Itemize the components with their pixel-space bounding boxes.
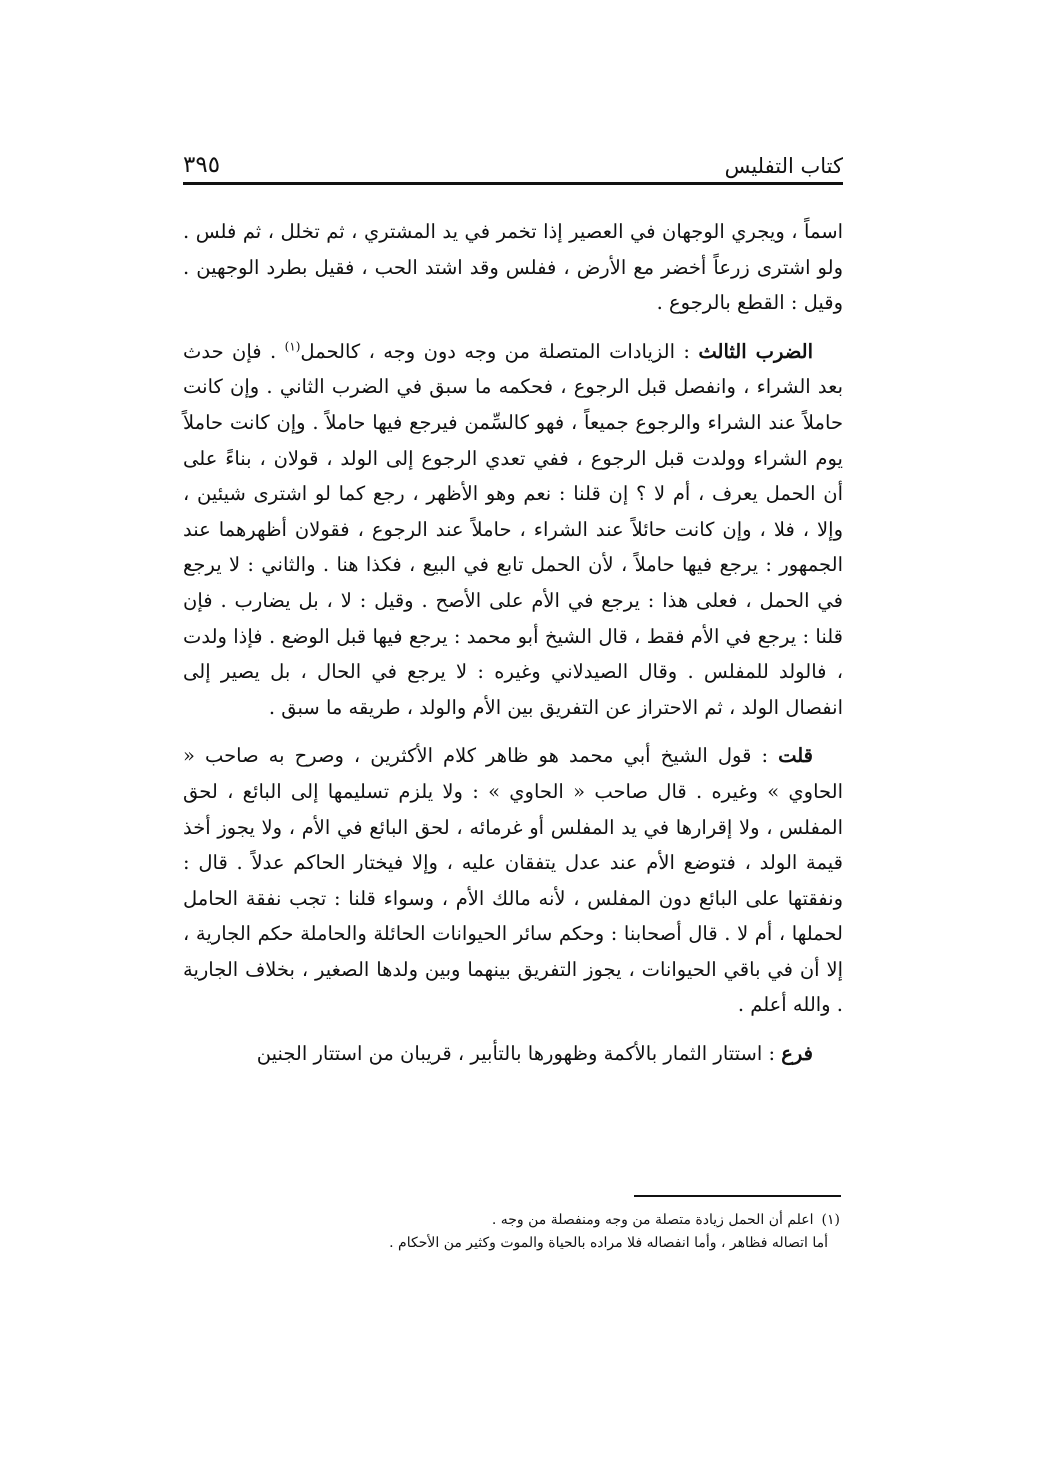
footnote-text-1: اعلم أن الحمل زيادة متصلة من وجه ومنفصلة من وجه . (491, 1212, 814, 1228)
footnote-reference[interactable]: (١) (284, 339, 301, 354)
footnotes (300, 1209, 840, 1255)
footnote-number: (١) (821, 1212, 840, 1228)
paragraph-4-body: : استتار الثمار بالأكمة وظهورها بالتأبير ، قريبان من استتار الجنين (256, 1042, 782, 1066)
section-heading-third-type: الضرب الثالث (698, 339, 813, 363)
footnote-1-line-2 (300, 1232, 840, 1255)
main-text (183, 214, 843, 1072)
footnote-text-2: أما اتصاله فظاهر ، وأما انفصاله فلا مراده بالحياة والموت وكثير من الأحكام . (389, 1235, 828, 1251)
paragraph-2 (183, 334, 843, 726)
running-title: كتاب التفليس (724, 154, 843, 178)
page-number: ٣٩٥ (183, 152, 221, 178)
far-heading: فرع (781, 1042, 813, 1066)
footnote-1-line-1 (300, 1209, 840, 1232)
paragraph-3-body: : قول الشيخ أبي محمد هو ظاهر كلام الأكثرين ، وصرح به صاحب « الحاوي » وغيره . قال صاحب « الحاوي » : ولا يلزم تسليمها إلى البائع ، لحق المفلس ، ولا إقرارها في يد المفلس أو غرمائه ، لحق البائع في الأم ، ولا يجوز أخذ قيمة الولد ، فتوضع الأم عند عدل يتفقان عليه ، وإلا فيختار الحاكم عدلاً . قال : ونفقتها على البائع دون المفلس ، لأنه مالك الأم ، وسواء قلنا : تجب نفقة الحامل لحملها ، أم لا . قال أصحابنا : وحكم سائر الحيوانات الحائلة والحاملة حكم الجارية ، إلا أن في باقي الحيوانات ، يجوز التفريق بينهما وبين ولدها الصغير ، بخلاف الجارية . والله أعلم . (183, 744, 843, 1017)
footnote-rule (634, 1195, 841, 1197)
paragraph-1: اسماً ، ويجري الوجهان في العصير إذا تخمر في يد المشتري ، ثم تخلل ، ثم فلس . ولو اشترى زرعاً أخضر مع الأرض ، ففلس وقد اشتد الحب ، فقيل بطرد الوجهين . وقيل : القطع بالرجوع . (183, 220, 843, 315)
qultu-heading: قلت (778, 744, 813, 768)
paragraph-2-intro: : الزيادات المتصلة من وجه دون وجه ، كالحمل (300, 339, 699, 363)
page-header (183, 140, 843, 184)
header-rule (183, 182, 843, 185)
paragraph-3 (183, 738, 843, 1023)
paragraph-2-body: . فإن حدث بعد الشراء ، وانفصل قبل الرجوع ، فحكمه ما سبق في الضرب الثاني . وإن كانت حاملاً عند الشراء والرجوع جميعاً ، فهو كالسِّمن فيرجع فيها حاملاً . وإن كانت حاملاً يوم الشراء وولدت قبل الرجوع ، ففي تعدي الرجوع إلى الولد ، قولان ، بناءً على أن الحمل يعرف ، أم لا ؟ إن قلنا : نعم وهو الأظهر ، رجع كما لو اشترى شيئين ، وإلا ، فلا ، وإن كانت حائلاً عند الشراء ، حاملاً عند الرجوع ، فقولان أظهرهما عند الجمهور : يرجع فيها حاملاً ، لأن الحمل تابع في البيع ، فكذا هنا . والثاني : لا يرجع في الحمل ، فعلى هذا : يرجع في الأم على الأصح . وقيل : لا ، بل يضارب . فإن قلنا : يرجع في الأم فقط ، قال الشيخ أبو محمد : يرجع فيها قبل الوضع . فإذا ولدت ، فالولد للمفلس . وقال الصيدلاني وغيره : لا يرجع في الحال ، بل يصير إلى انفصال الولد ، ثم الاحتراز عن التفريق بين الأم والولد ، طريقه ما سبق . (183, 339, 844, 719)
paragraph-4 (183, 1036, 843, 1072)
